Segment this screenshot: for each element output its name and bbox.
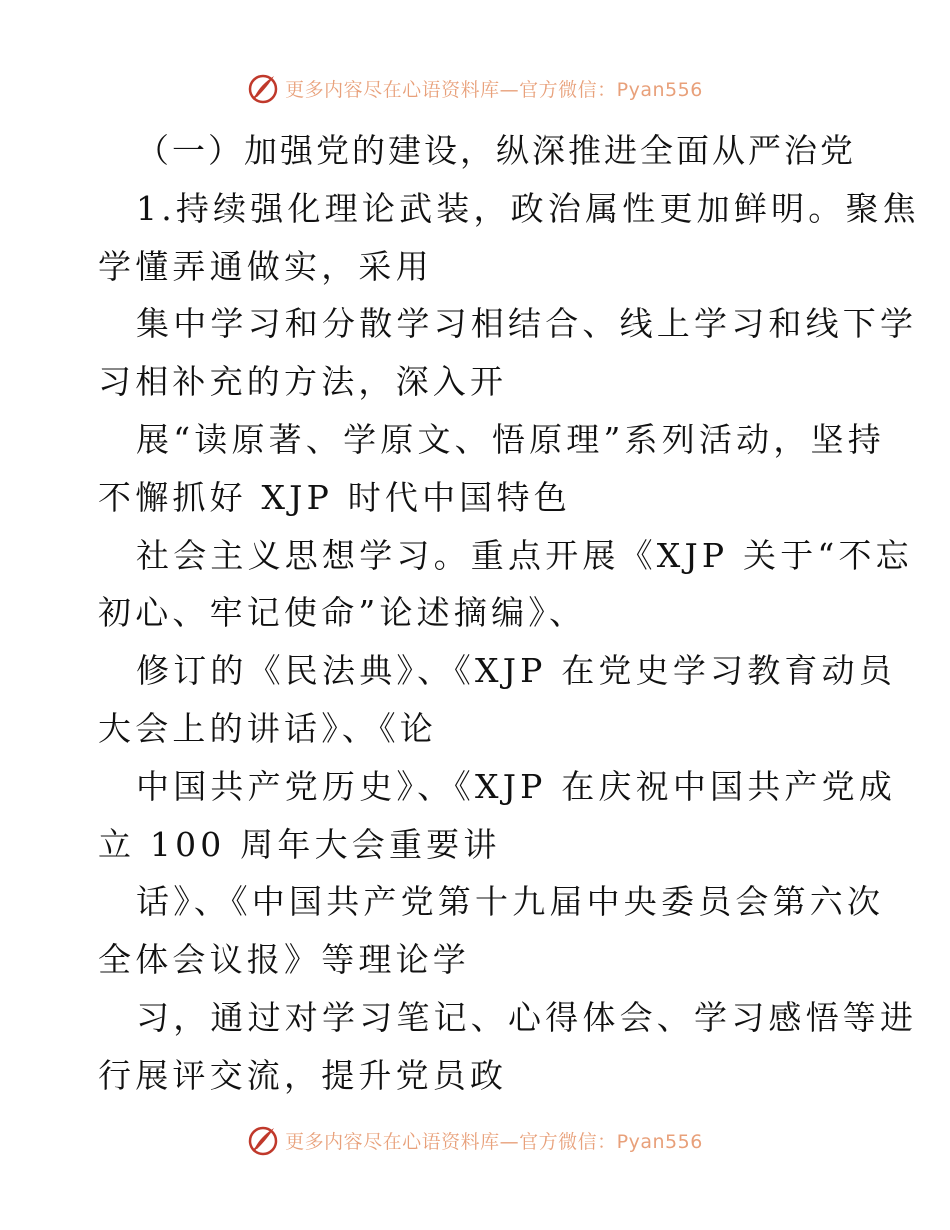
- quill-pen-icon: [247, 1124, 279, 1156]
- paragraph-line: 不懈抓好 XJP 时代中国特色: [98, 477, 571, 517]
- paragraph-line: 中国共产党历史》、《XJP 在庆祝中国共产党成: [136, 766, 897, 806]
- paragraph-line: 话》、《中国共产党第十九届中央委员会第六次: [136, 882, 885, 922]
- paragraph-line: 行展评交流，提升党员政: [98, 1055, 508, 1095]
- paragraph-line: 习相补充的方法，深入开: [98, 362, 508, 402]
- paragraph-line: 社会主义思想学习。重点开展《XJP 关于“不忘: [136, 535, 913, 575]
- watermark-text: 更多内容尽在心语资料库—官方微信：Pyan556: [285, 1130, 703, 1153]
- footer-watermark: [0, 1124, 950, 1156]
- paragraph-line: 修订的《民法典》、《XJP 在党史学习教育动员: [136, 651, 897, 691]
- document-body: [98, 122, 920, 1105]
- section-heading: （一）加强党的建设，纵深推进全面从严治党: [136, 131, 856, 170]
- paragraph-line: 习，通过对学习笔记、心得体会、学习感悟等进: [136, 997, 918, 1037]
- paragraph-line: 学懂弄通做实，采用: [98, 246, 433, 286]
- watermark-text: 更多内容尽在心语资料库—官方微信：Pyan556: [285, 78, 703, 101]
- paragraph-line: 全体会议报》等理论学: [98, 940, 470, 980]
- paragraph-line: 1.持续强化理论武装，政治属性更加鲜明。聚焦: [136, 188, 920, 228]
- paragraph-line: 大会上的讲话》、《论: [98, 708, 437, 748]
- paragraph-line: 集中学习和分散学习相结合、线上学习和线下学: [136, 304, 918, 344]
- header-watermark: [0, 72, 950, 104]
- quill-pen-icon: [247, 72, 279, 104]
- paragraph-line: 展“读原著、学原文、悟原理”系列活动，坚持: [136, 419, 885, 459]
- paragraph-line: 立 100 周年大会重要讲: [98, 824, 501, 864]
- paragraph-line: 初心、牢记使命”论述摘编》、: [98, 593, 587, 633]
